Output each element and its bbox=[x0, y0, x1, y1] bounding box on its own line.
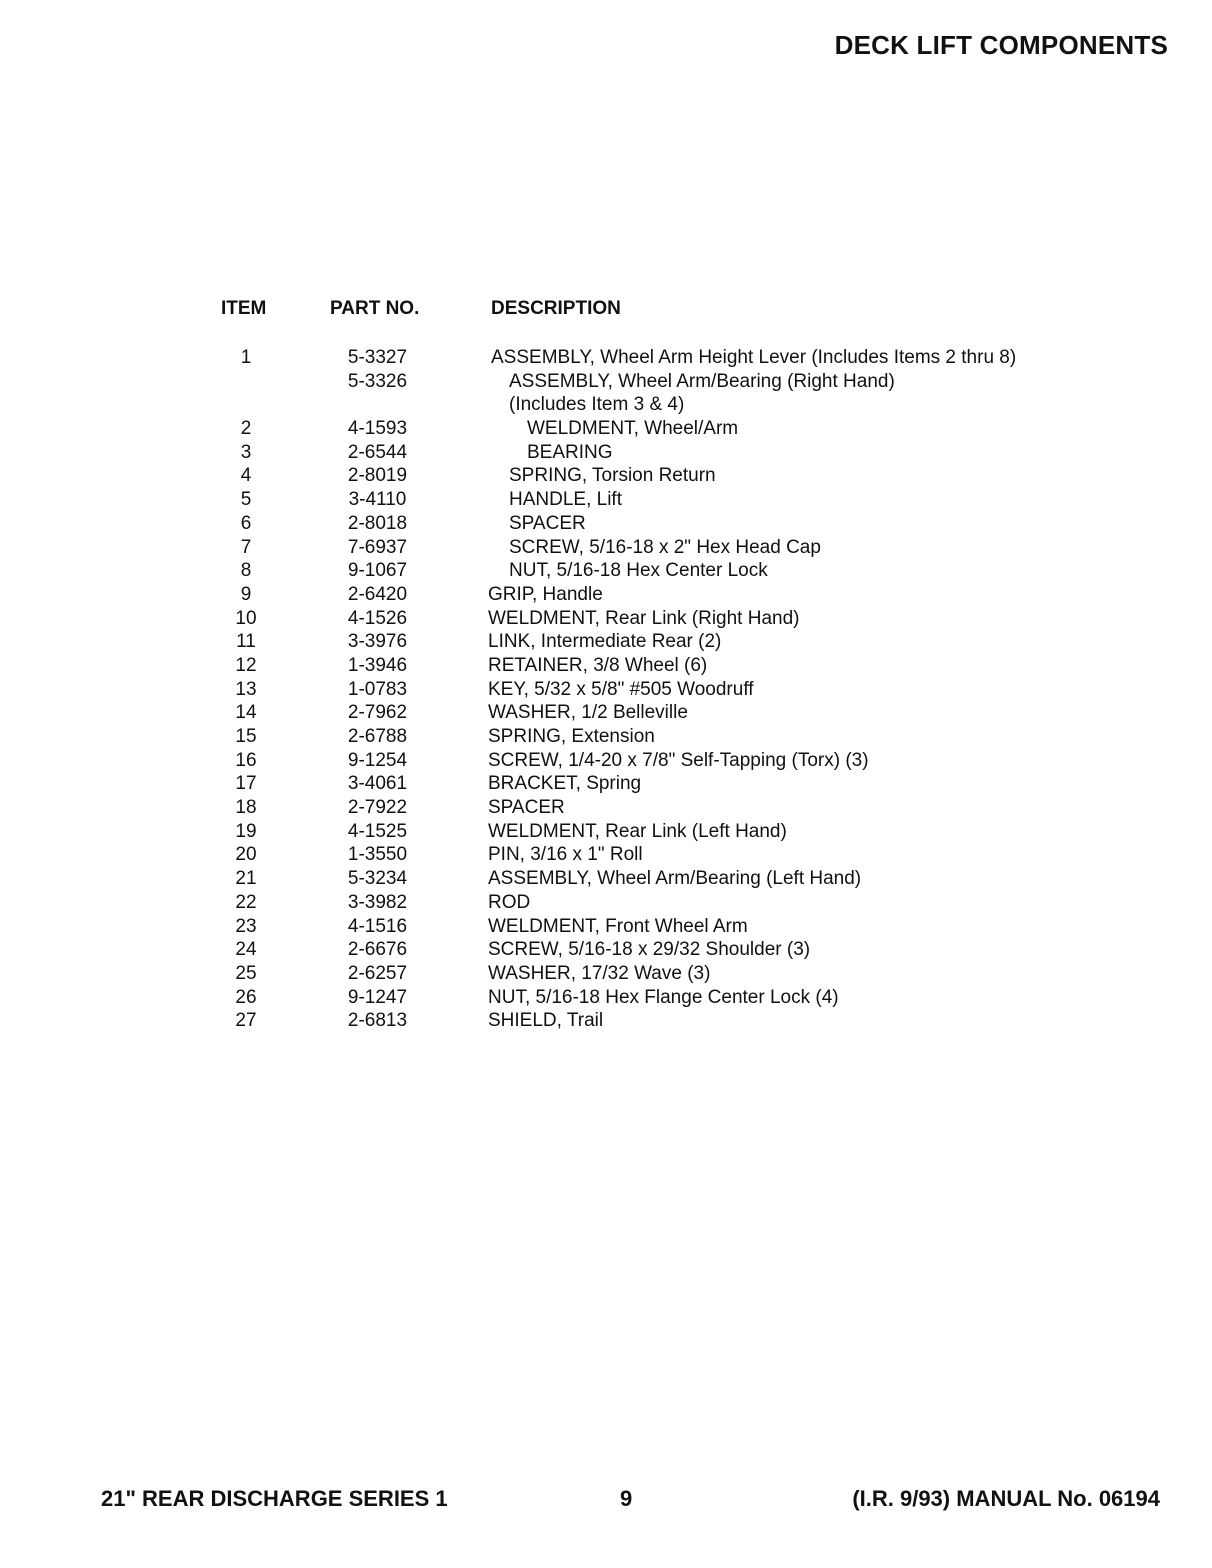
item-number: 25 bbox=[235, 962, 257, 984]
part-description: ROD bbox=[488, 891, 531, 913]
part-number: 1-3946 bbox=[347, 654, 408, 676]
table-row bbox=[0, 630, 1212, 654]
table-row bbox=[0, 1009, 1212, 1033]
table-row bbox=[0, 749, 1212, 773]
table-row bbox=[0, 701, 1212, 725]
part-number: 3-4061 bbox=[347, 773, 408, 795]
table-row bbox=[0, 796, 1212, 820]
column-header-part-no: PART NO. bbox=[330, 298, 420, 319]
table-row bbox=[0, 346, 1212, 370]
part-description: SPACER bbox=[488, 797, 565, 819]
item-number: 20 bbox=[235, 844, 257, 866]
item-number: 14 bbox=[235, 702, 257, 724]
part-description: SCREW, 5/16-18 x 2" Hex Head Cap bbox=[509, 536, 821, 558]
part-number: 2-6788 bbox=[347, 726, 408, 747]
item-number: 7 bbox=[240, 536, 252, 558]
table-row bbox=[0, 678, 1212, 702]
column-header-description: DESCRIPTION bbox=[491, 298, 621, 319]
item-number: 10 bbox=[235, 607, 257, 629]
part-description: NUT, 5/16-18 Hex Center Lock bbox=[509, 560, 768, 582]
table-row bbox=[0, 512, 1212, 536]
part-number: 5-3234 bbox=[347, 868, 408, 890]
part-description: WASHER, 1/2 Belleville bbox=[488, 702, 688, 724]
part-number: 2-6544 bbox=[347, 441, 408, 463]
part-description: WELDMENT, Rear Link (Right Hand) bbox=[488, 607, 800, 629]
table-row bbox=[0, 464, 1212, 488]
item-number: 12 bbox=[235, 654, 257, 676]
part-number: 9-1254 bbox=[347, 749, 408, 771]
table-row bbox=[0, 583, 1212, 607]
item-number: 16 bbox=[235, 749, 257, 771]
item-number: 24 bbox=[235, 939, 257, 961]
table-row bbox=[0, 441, 1212, 465]
part-number: 2-7922 bbox=[347, 797, 408, 819]
part-description: BRACKET, Spring bbox=[488, 773, 642, 795]
part-description: SPRING, Extension bbox=[488, 726, 655, 747]
part-number: 4-1516 bbox=[347, 915, 408, 937]
item-number: 15 bbox=[235, 726, 257, 747]
item-number: 13 bbox=[235, 678, 257, 700]
table-row bbox=[0, 938, 1212, 962]
part-description: SCREW, 1/4-20 x 7/8" Self-Tapping (Torx) (3) bbox=[488, 749, 869, 771]
parts-list bbox=[0, 346, 1212, 1033]
table-row bbox=[0, 370, 1212, 394]
part-description: ASSEMBLY, Wheel Arm/Bearing (Right Hand) bbox=[509, 370, 895, 392]
column-header-item: ITEM bbox=[221, 298, 267, 319]
item-number: 17 bbox=[235, 773, 257, 795]
item-number: 9 bbox=[240, 583, 252, 605]
part-number: 2-6257 bbox=[347, 962, 408, 984]
part-description: ASSEMBLY, Wheel Arm/Bearing (Left Hand) bbox=[488, 868, 862, 890]
part-description: WELDMENT, Rear Link (Left Hand) bbox=[488, 820, 787, 842]
part-number: 5-3326 bbox=[347, 370, 408, 392]
part-number: 7-6937 bbox=[347, 536, 408, 558]
part-description: SCREW, 5/16-18 x 29/32 Shoulder (3) bbox=[488, 939, 811, 961]
part-number: 1-0783 bbox=[347, 678, 408, 700]
part-description: WELDMENT, Wheel/Arm bbox=[527, 418, 739, 440]
item-number: 3 bbox=[240, 441, 252, 463]
table-row bbox=[0, 867, 1212, 891]
part-number: 2-6813 bbox=[347, 1010, 408, 1032]
part-description: NUT, 5/16-18 Hex Flange Center Lock (4) bbox=[488, 986, 839, 1008]
item-number: 8 bbox=[240, 560, 252, 582]
item-number: 4 bbox=[240, 465, 252, 487]
part-number: 9-1067 bbox=[347, 560, 408, 582]
item-number: 5 bbox=[240, 489, 252, 511]
table-row bbox=[0, 536, 1212, 560]
part-number: 1-3550 bbox=[347, 844, 408, 866]
item-number: 21 bbox=[235, 868, 257, 890]
part-description: PIN, 3/16 x 1" Roll bbox=[488, 844, 643, 866]
table-row bbox=[0, 488, 1212, 512]
part-number: 3-3982 bbox=[347, 891, 408, 913]
page-number: 9 bbox=[620, 1486, 633, 1511]
item-number: 1 bbox=[240, 347, 252, 368]
page-title: DECK LIFT COMPONENTS bbox=[834, 30, 1168, 60]
part-number: 4-1525 bbox=[347, 820, 408, 842]
part-description: WASHER, 17/32 Wave (3) bbox=[488, 962, 711, 984]
item-number: 27 bbox=[235, 1010, 257, 1032]
table-row bbox=[0, 986, 1212, 1010]
item-number: 11 bbox=[236, 631, 256, 653]
table-row bbox=[0, 891, 1212, 915]
part-number: 2-8018 bbox=[347, 512, 408, 534]
part-description: WELDMENT, Front Wheel Arm bbox=[488, 915, 748, 937]
part-number: 3-3976 bbox=[347, 631, 408, 653]
part-description: (Includes Item 3 & 4) bbox=[509, 394, 685, 416]
item-number: 19 bbox=[235, 820, 257, 842]
part-description: HANDLE, Lift bbox=[509, 489, 622, 511]
part-number: 3-4110 bbox=[348, 489, 407, 511]
part-number: 2-6676 bbox=[347, 939, 408, 961]
table-row bbox=[0, 820, 1212, 844]
part-number: 5-3327 bbox=[347, 347, 408, 368]
part-description: RETAINER, 3/8 Wheel (6) bbox=[488, 654, 708, 676]
manual-series-footer: 21" REAR DISCHARGE SERIES 1 bbox=[101, 1486, 448, 1511]
item-number: 26 bbox=[235, 986, 257, 1008]
part-description: GRIP, Handle bbox=[488, 583, 603, 605]
part-number: 2-7962 bbox=[347, 702, 408, 724]
table-row bbox=[0, 915, 1212, 939]
part-number: 9-1247 bbox=[347, 986, 408, 1008]
table-row bbox=[0, 843, 1212, 867]
part-description: SPACER bbox=[509, 512, 586, 534]
table-row bbox=[0, 607, 1212, 631]
part-description: LINK, Intermediate Rear (2) bbox=[488, 631, 722, 653]
part-number: 2-6420 bbox=[347, 583, 408, 605]
table-row bbox=[0, 417, 1212, 441]
table-row bbox=[0, 393, 1212, 417]
table-row bbox=[0, 654, 1212, 678]
table-row bbox=[0, 559, 1212, 583]
item-number: 6 bbox=[240, 512, 252, 534]
manual-number-footer: (I.R. 9/93) MANUAL No. 06194 bbox=[852, 1486, 1160, 1511]
item-number: 18 bbox=[235, 797, 257, 819]
item-number: 22 bbox=[235, 891, 257, 913]
part-number: 2-8019 bbox=[347, 465, 408, 487]
part-description: ASSEMBLY, Wheel Arm Height Lever (Includes Items 2 thru 8) bbox=[491, 347, 1017, 368]
part-number: 4-1593 bbox=[347, 418, 408, 440]
item-number: 23 bbox=[235, 915, 257, 937]
table-row bbox=[0, 772, 1212, 796]
table-row bbox=[0, 962, 1212, 986]
table-row bbox=[0, 725, 1212, 749]
item-number: 2 bbox=[240, 418, 252, 440]
part-description: KEY, 5/32 x 5/8" #505 Woodruff bbox=[488, 678, 754, 700]
part-description: BEARING bbox=[527, 441, 613, 463]
part-description: SPRING, Torsion Return bbox=[509, 465, 716, 487]
part-description: SHIELD, Trail bbox=[488, 1010, 604, 1032]
part-number: 4-1526 bbox=[347, 607, 408, 629]
